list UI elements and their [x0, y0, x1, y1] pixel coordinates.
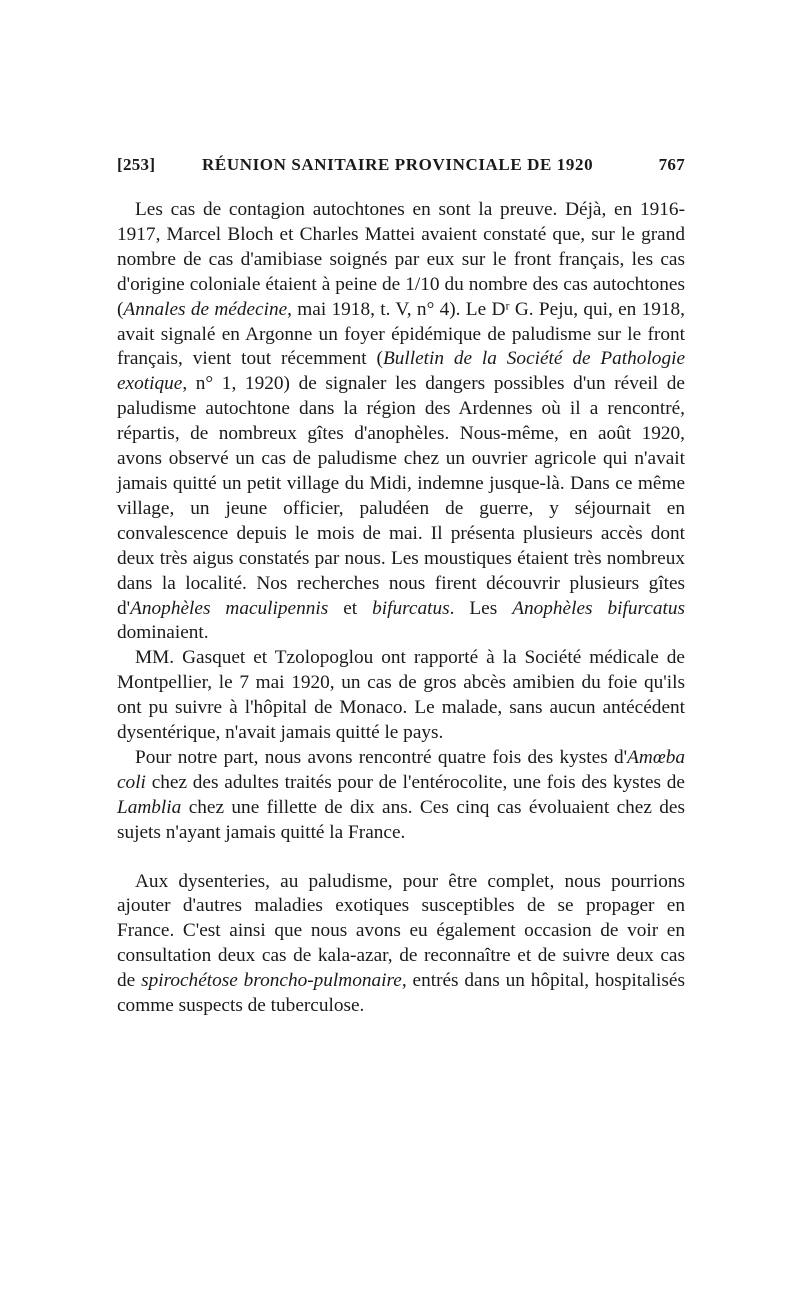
italic-term: Anophèles bifurcatus	[512, 597, 685, 619]
paragraph-contagion	[117, 198, 685, 646]
text-run: MM. Gasquet et Tzolopoglou ont rapporté à la Société médicale de Montpellier, le 7 mai 1920, un cas de gros abcès amibien du foie qu'ils ont pu suivre à l'hôpital de Monaco. Le malade, sans aucun antécédent dysentérique, n'avait jamais quitté le pays.	[117, 647, 685, 744]
running-header	[117, 155, 685, 179]
text-run: Aux dysenteries, au paludisme, pour être complet, nous pourrions ajouter d'autres maladies exotiques susceptibles de se propager en France. C'est ainsi que nous avons eu également occasion de voir en consultation deux cas de kala-azar, de reconnaître et de suivre deux cas de	[117, 870, 685, 992]
italic-term: Bulletin de la Société de Pathologie exotique	[117, 348, 686, 395]
italic-term: Annales de médecine	[123, 298, 288, 320]
paragraph-dysenteries	[117, 870, 685, 1019]
italic-term: Lamblia	[117, 796, 182, 818]
text-run: . Les	[449, 597, 513, 619]
text-run: , n° 1, 1920) de signaler les dangers possibles d'un réveil de paludisme autochtone dans la région des Ardennes où il a rencontré, répartis, de nombreux gîtes d'anophèles. Nous-même, en août 1920, avons observé un cas de paludisme chez un ouvrier agricole qui n'avait jamais quitté un petit village du Midi, indemne jusque-là. Dans ce même village, un jeune officier, paludéen de guerre, y séjournait en convalescence depuis le mois de mai. Il présenta plusieurs accès dont deux très aigus constatés par nous. Les moustiques étaient très nombreux dans la localité. Nos recherches nous firent découvrir plusieurs gîtes d'	[117, 373, 685, 619]
body-text	[117, 198, 685, 1019]
text-run: , entrés dans un hôpital, hospitalisés comme suspects de tuberculose.	[117, 970, 685, 1017]
page-number: 767	[658, 155, 685, 174]
text-run: chez une fillette de dix ans. Ces cinq cas évoluaient chez des sujets n'ayant jamais quitté la France.	[117, 796, 685, 843]
text-run: Pour notre part, nous avons rencontré quatre fois des kystes d'	[135, 746, 628, 768]
text-run: Les cas de contagion autochtones en sont la preuve. Déjà, en 1916-1917, Marcel Bloch et Charles Mattei avaient constaté que, sur le grand nombre de cas d'amibiase soignés par eux sur le front français, les cas d'origine coloniale étaient à peine de 1/10 du nombre des cas autochtones (	[117, 199, 685, 320]
text-run: et	[328, 597, 373, 619]
running-title: RÉUNION SANITAIRE PROVINCIALE DE 1920	[202, 155, 594, 174]
italic-term: Anophèles maculipennis	[130, 597, 329, 619]
italic-term: bifurcatus	[372, 597, 450, 619]
text-run: , mai 1918, t. V, n° 4). Le Dʳ G. Peju, qui, en 1918, avait signalé en Argonne un foyer épidémique de paludisme sur le front français, vient tout récemment (	[117, 298, 685, 370]
italic-term: Amœba coli	[117, 746, 685, 793]
paragraph-notre-part	[117, 746, 685, 846]
text-run: dominaient.	[117, 622, 209, 644]
paragraph-gasquet	[117, 646, 685, 746]
italic-term: spirochétose broncho-pulmonaire	[141, 970, 402, 992]
text-run: chez des adultes traités pour de l'entérocolite, une fois des kystes de	[145, 771, 685, 793]
section-number: [253]	[117, 155, 156, 174]
